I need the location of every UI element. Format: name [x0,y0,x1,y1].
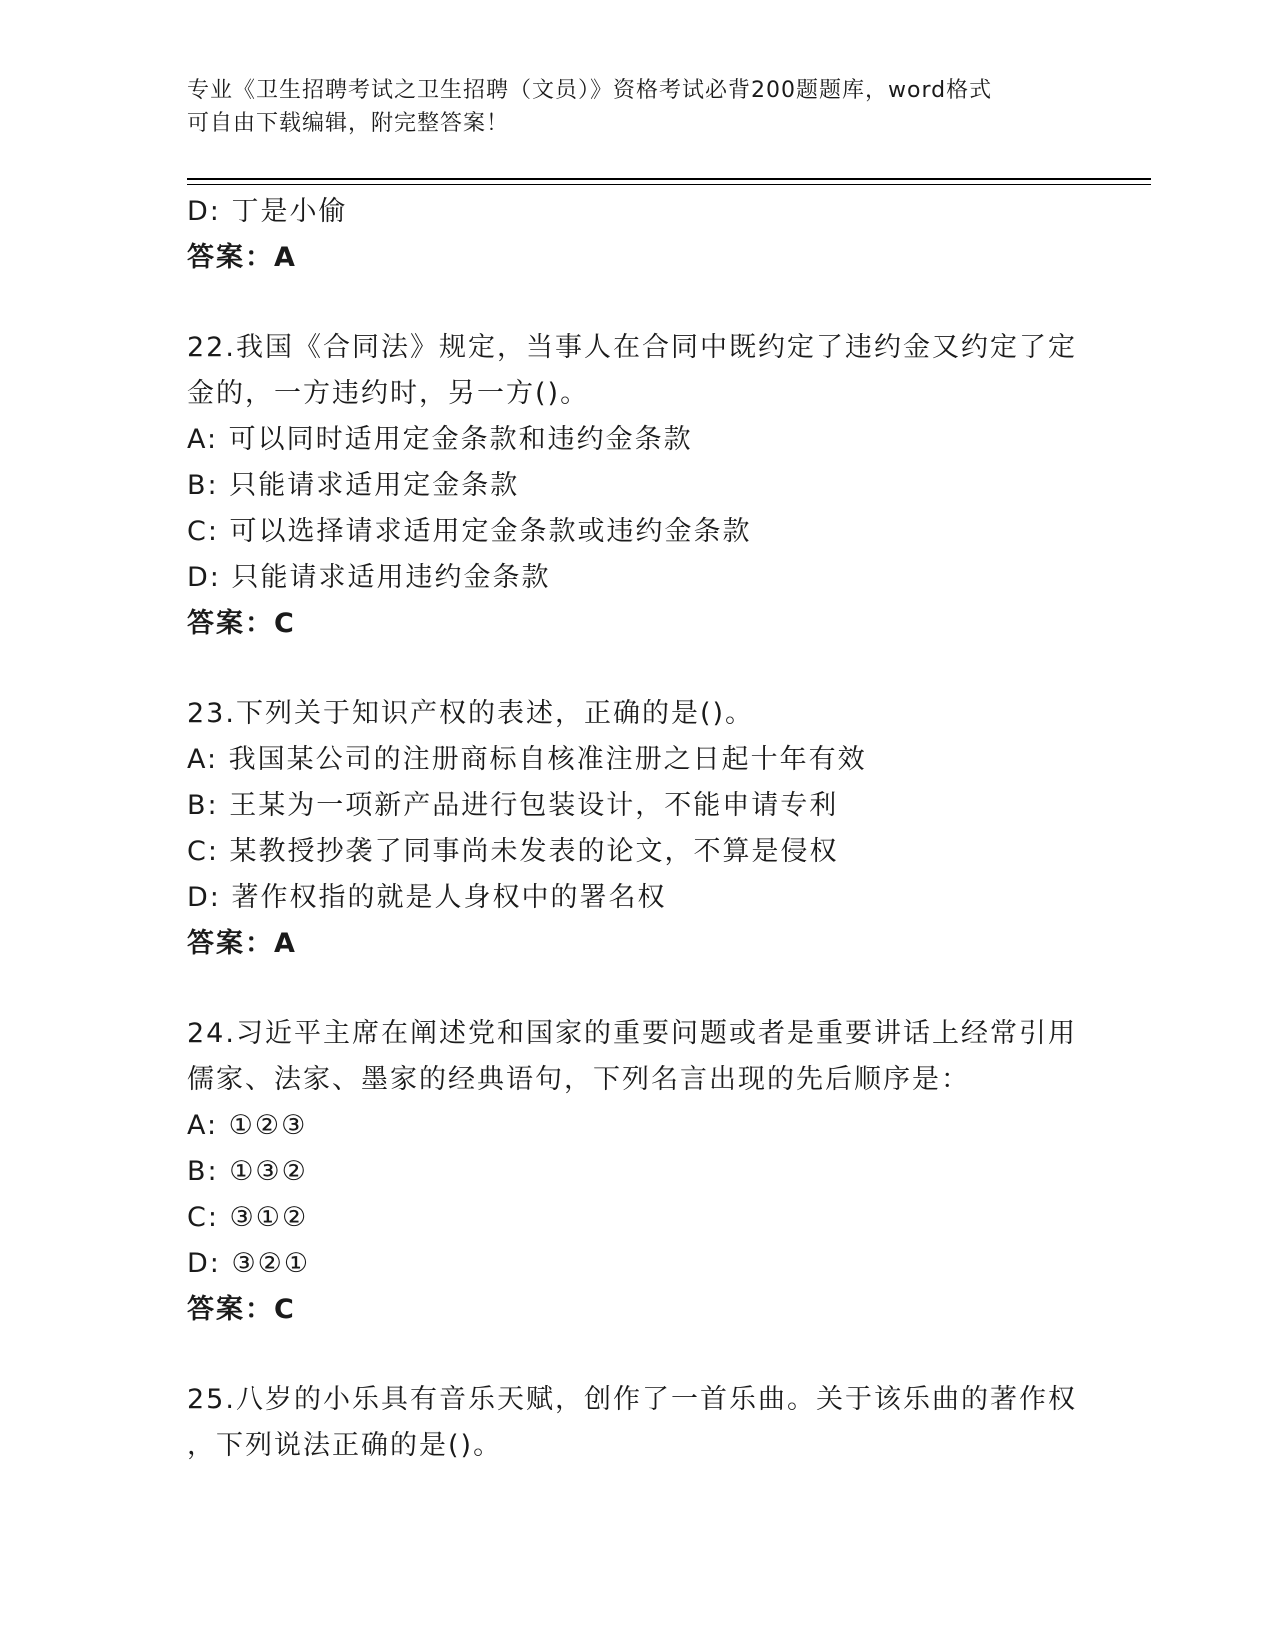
option-b: B: 王某为一项新产品进行包装设计，不能申请专利 [187,790,839,821]
question-stem: 25.八岁的小乐具有音乐天赋，创作了一首乐曲。关于该乐曲的著作权 [187,1384,1077,1415]
header-line-1: 专业《卫生招聘考试之卫生招聘（文员）》资格考试必背200题题库，word格式 [187,78,993,103]
question-stem-continued: 金的，一方违约时，另一方()。 [187,378,590,409]
option-c: C: ③①② [187,1202,309,1233]
question-block-23 [187,691,1147,967]
answer-line: 答案：A [187,242,297,273]
answer-line: 答案：C [187,1294,296,1325]
option-b: B: ①③② [187,1156,308,1187]
question-block-prev [187,189,1147,281]
option-a: A: 我国某公司的注册商标自核准注册之日起十年有效 [187,744,867,775]
page-header [187,74,1087,140]
option-d: D: 只能请求适用违约金条款 [187,562,551,593]
question-content [187,189,1147,1469]
option-d: D: 丁是小偷 [187,196,348,227]
option-a: A: 可以同时适用定金条款和违约金条款 [187,424,693,455]
question-block-25 [187,1377,1147,1469]
question-stem: 22.我国《合同法》规定，当事人在合同中既约定了违约金又约定了定 [187,332,1077,363]
question-stem: 23.下列关于知识产权的表述，正确的是()。 [187,698,755,729]
header-divider-thick [187,178,1151,180]
option-d: D: ③②① [187,1248,311,1279]
question-stem-continued: ，下列说法正确的是()。 [187,1430,503,1461]
option-c: C: 可以选择请求适用定金条款或违约金条款 [187,516,752,547]
question-stem-continued: 儒家、法家、墨家的经典语句，下列名言出现的先后顺序是： [187,1064,970,1095]
option-c: C: 某教授抄袭了同事尚未发表的论文，不算是侵权 [187,836,839,867]
question-block-24 [187,1011,1147,1333]
option-b: B: 只能请求适用定金条款 [187,470,520,501]
option-a: A: ①②③ [187,1110,308,1141]
question-block-22 [187,325,1147,647]
answer-line: 答案：A [187,928,297,959]
header-divider-thin [187,184,1151,185]
option-d: D: 著作权指的就是人身权中的署名权 [187,882,667,913]
question-stem: 24.习近平主席在阐述党和国家的重要问题或者是重要讲话上经常引用 [187,1018,1077,1049]
answer-line: 答案：C [187,608,296,639]
header-line-2: 可自由下载编辑，附完整答案！ [187,111,510,136]
